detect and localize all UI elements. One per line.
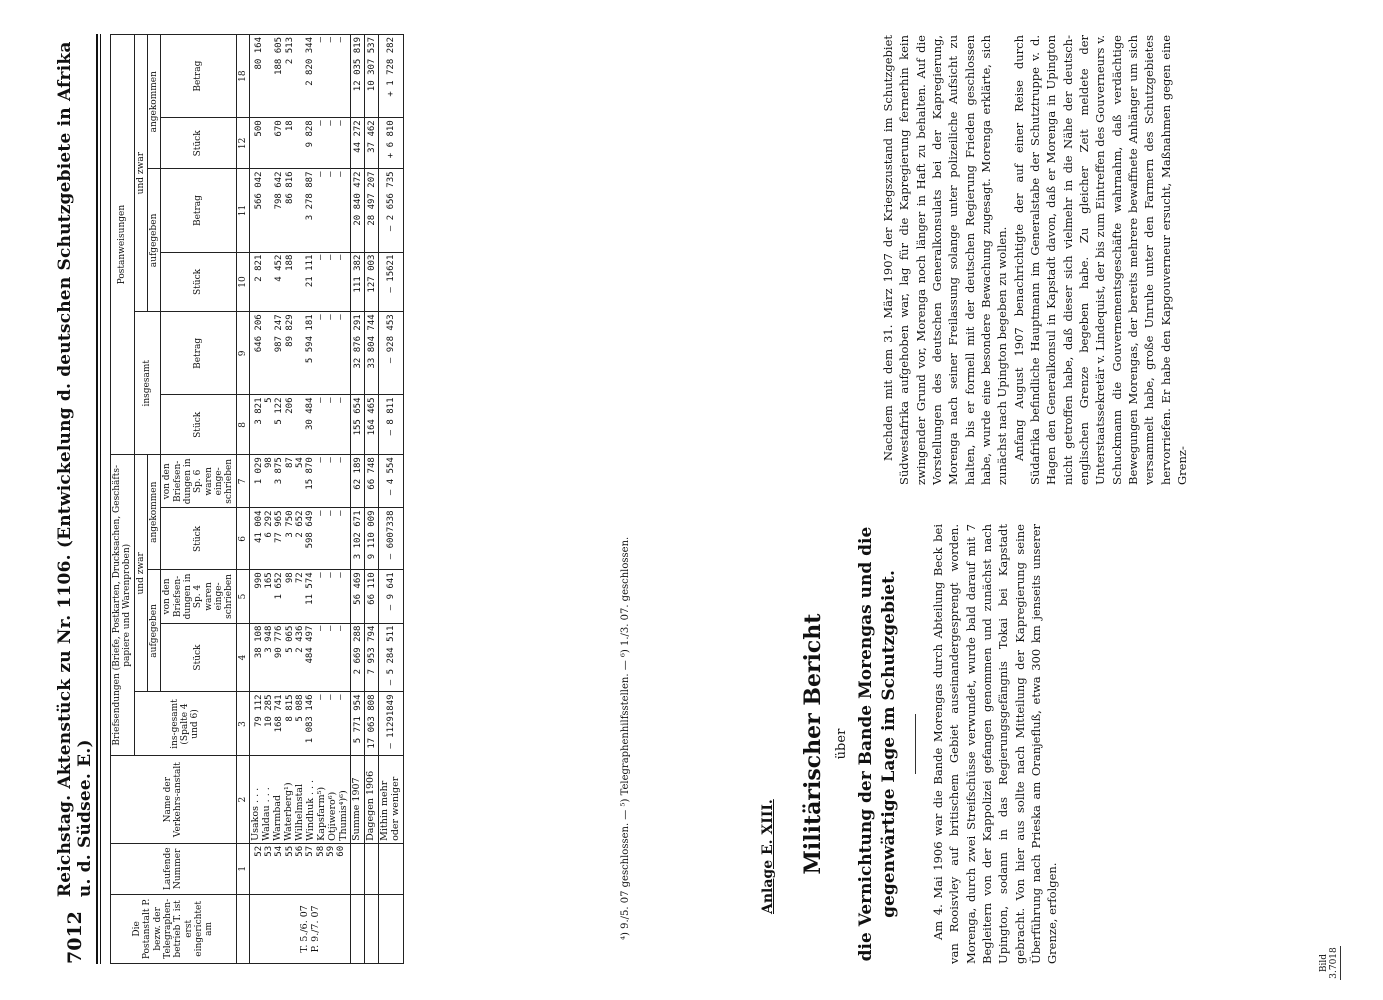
col-header-stueck-12: Stück <box>161 118 236 169</box>
col-header-post-undzwar: und zwar <box>134 35 147 312</box>
summe-row <box>351 35 365 964</box>
header-rule-thin <box>100 34 101 964</box>
col-12-values: 500 670 18 9 828 — — — <box>250 118 351 169</box>
rows-numbers: 52 53 54 55 56 57 58 59 60 <box>250 843 351 894</box>
col-4-values: 38 108 3 948 90 776 5 065 2 436 484 497 — — — <box>250 623 351 692</box>
column-number: 3 <box>236 692 249 756</box>
mithin-value: — 5 284 511 <box>379 623 404 692</box>
report-ueber: über <box>834 728 849 760</box>
report-title: Militärischer Bericht <box>800 613 826 875</box>
col-header-stueck-10: Stück <box>161 252 236 312</box>
page-number: 7012 <box>64 911 86 964</box>
summe-value: 32 876 291 <box>351 312 365 395</box>
mithin-value: — 928 453 <box>379 312 404 395</box>
col-11-values: 566 042 798 642 86 816 3 278 887 — — — <box>250 169 351 252</box>
column-number: 1 <box>236 843 249 894</box>
col-header-stueck-4: Stück <box>161 623 236 692</box>
rows-dates: T. 5./6. 07 P. 9./7. 07 <box>250 894 351 963</box>
column-number: 5 <box>236 570 249 623</box>
col-3-values: 79 112 10 285 168 741 8 815 5 088 1 083 146 — — — <box>250 692 351 756</box>
summe-empty <box>351 843 365 894</box>
separator <box>915 714 916 774</box>
col-header-post-angekommen: angekommen <box>148 35 161 169</box>
dagegen-value: 66 748 <box>365 455 379 508</box>
col-header-name: Name der Verkehrs-anstalt <box>111 756 237 843</box>
col-header-stueck-8: Stück <box>161 395 236 455</box>
mithin-value: — 9 641 <box>379 570 404 623</box>
col-10-values: 2 821 4 452 188 21 111 — — — <box>250 252 351 312</box>
report-paragraph-1: Am 4. Mai 1906 war die Bande Morengas durch Abteilung Beck bei van Rooisvley auf britischem Gebiet auseinandergesprengt worden. Morenga, durch zwei Streifschüsse verwundet, wurde bald darauf mit 7 Begleitern von der Kappolizei gefangen genommen und zunächst nach Upington, sodann in das Regierungsgefängnis Tokai bei Kapstadt gebracht. Von hier aus sollte nach Mitteilung der Kapregierung seine Überführung nach Prieska am Oranjefluß, etwa 300 km jenseits unserer Grenze, erfolgen. <box>930 524 1060 964</box>
summe-value: 56 469 <box>351 570 365 623</box>
report-paragraph-2: Nachdem mit dem 31. März 1907 der Kriegszustand im Schutzgebiet Südwestafrika aufgehoben war, lag für die Kapregierung fernerhin kein zwingender Grund vor, Morenga noch länger in Haft zu behalten. Auf die Vorstellungen des deutschen Generalkonsulats bei der Kapregierung, Morenga nach seiner Freilassung solange unter polizeiliche Aufsicht zu halten, bis er formell mit der deutschen Regierung Frieden geschlossen habe, wurde eine besondere Bewachung zugesagt. Morenga erklärte, sich zunächst nach Upington begeben zu wollen. <box>881 35 1010 485</box>
col-header-briefsendungen: Briefsendungen (Briefe, Postkarten, Drucksachen, Geschäfts-papiere und Warenproben) <box>111 455 135 756</box>
col-header-eingeschrieben-7: von den Briefsen-dungen in Sp. 6 waren einge-schrieben <box>161 455 236 508</box>
annex-section <box>760 524 1061 964</box>
dagegen-empty <box>365 843 379 894</box>
col-header-brief-undzwar: und zwar <box>134 455 147 692</box>
summe-value: 20 840 472 <box>351 169 365 252</box>
col-header-brief-aufgegeben: aufgegeben <box>148 570 161 692</box>
dagegen-value: 127 003 <box>365 252 379 312</box>
column-number: 8 <box>236 395 249 455</box>
summe-value: 2 669 288 <box>351 623 365 692</box>
column-number: 7 <box>236 455 249 508</box>
dagegen-value: 66 110 <box>365 570 379 623</box>
dagegen-value: 28 497 207 <box>365 169 379 252</box>
dagegen-label: Dagegen 1906 <box>365 756 379 843</box>
mithin-value: — 11291849 <box>379 692 404 756</box>
col-header-postanweisungen: Postanweisungen <box>111 35 135 455</box>
mithin-empty <box>379 894 404 963</box>
col-header-betrag-11: Betrag <box>161 169 236 252</box>
dagegen-value: 7 953 794 <box>365 623 379 692</box>
dagegen-value: 17 063 808 <box>365 692 379 756</box>
header-rule <box>96 34 98 964</box>
archive-stamp: Bild 3.7018 <box>1319 947 1339 979</box>
table-footnote: ⁴) 9./5. 07 geschlossen. — ⁵) Telegraphenhilfsstellen. — ⁶) 1./3. 07. geschlossen. <box>620 536 631 940</box>
col-8-values: 3 821 5 5 122 206 30 484 — — — <box>250 395 351 455</box>
summe-value: 111 382 <box>351 252 365 312</box>
dagegen-value: 37 462 <box>365 118 379 169</box>
summe-value: 5 771 954 <box>351 692 365 756</box>
header-row-1 <box>111 35 135 964</box>
summe-value: 12 035 819 <box>351 35 365 118</box>
mithin-value: — 2 656 735 <box>379 169 404 252</box>
dagegen-row <box>365 35 379 964</box>
column-number: 9 <box>236 312 249 395</box>
dagegen-value: 10 307 537 <box>365 35 379 118</box>
dagegen-value: 164 465 <box>365 395 379 455</box>
col-13-values: 80 164 188 605 2 513 2 820 344 — — — <box>250 35 351 118</box>
col-header-brief-insgesamt: ins-gesamt (Spalte 4 und 6) <box>134 692 236 756</box>
column-number: 18 <box>236 35 249 118</box>
mithin-value: + 6 810 <box>379 118 404 169</box>
column-number: 12 <box>236 118 249 169</box>
dagegen-value: 9 110 009 <box>365 508 379 570</box>
annex-label: Anlage E. XIII. <box>760 799 776 914</box>
column-number: 4 <box>236 623 249 692</box>
mithin-value: — 6007338 <box>379 508 404 570</box>
col-header-post-insgesamt: insgesamt <box>134 312 161 455</box>
summe-value: 3 102 671 <box>351 508 365 570</box>
column-number: 2 <box>236 756 249 843</box>
summe-value: 62 189 <box>351 455 365 508</box>
mithin-value: — 4 554 <box>379 455 404 508</box>
report-paragraph-3: Anfang August 1907 benachrichtigte der auf einer Reise durch Südafrika befindliche Hauptmann im Generalstabe der Schutztruppe v. d. Hagen den Generalkonsul in Kapstadt davon, daß er Morenga in Upington nicht getroffen habe, daß dieser sich vielmehr in die Nähe der deutsch-englischen Grenze begeben habe. Zu gleicher Zeit meldete der Unterstaatssekretär v. Lindequist, der bis zum Eintreffen des Gouverneurs v. Schuckmann die Gouvernementsgeschäfte wahrnahm, daß verdächtige Bewegungen Morengas, der bereits mehrere bewaffnete Anhänger um sich versammelt habe, große Unruhe unter den Farmern des Schutzgebietes hervorriefen. Er habe den Kapgouverneur ersucht, Maßnahmen gegen eine Grenz- <box>1011 35 1189 485</box>
mithin-row <box>379 35 404 964</box>
mithin-label: Mithin mehr oder weniger <box>379 756 404 843</box>
col-header-stueck-6: Stück <box>161 508 236 570</box>
mithin-empty <box>379 843 404 894</box>
col-header-number: Laufende Nummer <box>111 843 237 894</box>
column-number: 6 <box>236 508 249 570</box>
page-title: Reichstag. Aktenstück zu Nr. 1106. (Entwickelung d. deutschen Schutzgebiete in Afrika u. d. Südsee. E.) <box>55 41 95 898</box>
statistics-table <box>110 34 404 964</box>
dagegen-empty <box>365 894 379 963</box>
column-number: 11 <box>236 169 249 252</box>
col-6-values: 41 004 6 292 77 965 3 750 2 652 598 649 — — — <box>250 508 351 570</box>
mithin-value: — 8 811 <box>379 395 404 455</box>
col-header-eingeschrieben-5: von den Briefsen-dungen in Sp. 4 waren einge-schrieben <box>161 570 236 623</box>
summe-empty <box>351 894 365 963</box>
right-column <box>880 35 1190 485</box>
data-rows <box>250 35 351 964</box>
summe-value: 155 654 <box>351 395 365 455</box>
column-number-row <box>236 35 249 964</box>
col-header-betrag-9: Betrag <box>161 312 236 395</box>
rows-names: Usakos . . . Waldau . . . Warmbad Waterberg¹) Wilhelmstal Windhuk . . . Kapsfarm⁵) Otjiwero⁶) Thumis⁴)⁶) <box>250 756 351 843</box>
summe-label: Summe 1907 <box>351 756 365 843</box>
col-header-date: Die Postanstalt P. bezw. der Telegraphen-betrieb T. ist erst eingerichtet am <box>111 894 237 963</box>
col-header-betrag-13: Betrag <box>161 35 236 118</box>
page-header <box>55 34 95 964</box>
col-header-post-aufgegeben: aufgegeben <box>148 169 161 312</box>
mithin-value: — 15621 <box>379 252 404 312</box>
dagegen-value: 33 804 744 <box>365 312 379 395</box>
col-header-brief-angekommen: angekommen <box>148 455 161 570</box>
col-5-values: 990 165 1 652 98 72 11 574 — — — <box>250 570 351 623</box>
column-number: 10 <box>236 252 249 312</box>
summe-value: 44 272 <box>351 118 365 169</box>
mithin-value: + 1 728 282 <box>379 35 404 118</box>
col-7-values: 1 029 98 3 875 87 54 15 870 — — — <box>250 455 351 508</box>
column-number <box>236 894 249 963</box>
col-9-values: 646 206 987 247 89 829 5 594 181 — — — <box>250 312 351 395</box>
report-subtitle: die Vernichtung der Bande Morengas und die gegenwärtige Lage im Schutzgebiet. <box>856 526 899 962</box>
